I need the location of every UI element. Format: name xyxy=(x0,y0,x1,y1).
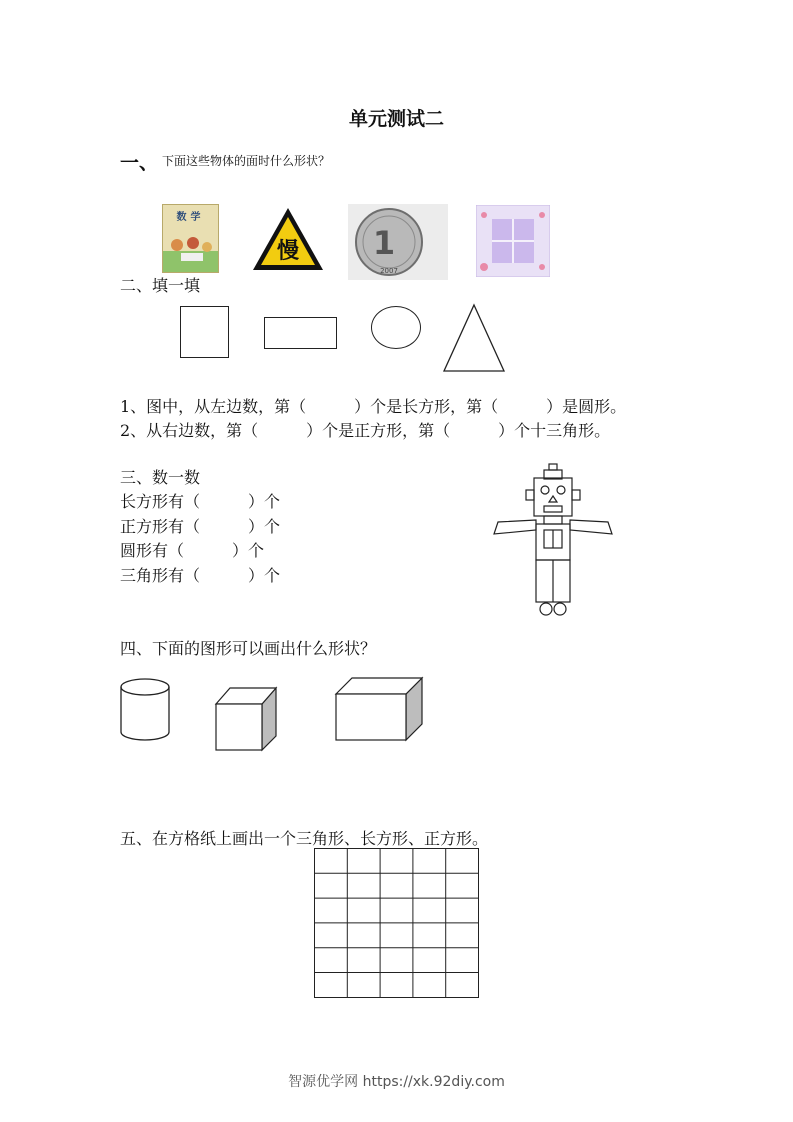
sign-text: 慢 xyxy=(276,239,300,264)
section4-heading: 四、下面的图形可以画出什么形状？ xyxy=(120,639,377,658)
count-circle: 圆形有（ ）个 xyxy=(120,541,265,560)
section1-question: 下面这些物体的面时什么形状？ xyxy=(162,154,331,168)
coin-year: 2007 xyxy=(380,267,398,275)
cuboid-shape xyxy=(334,676,424,744)
section2-line1: 1、图中，从左边数，第（ ）个是长方形，第（ ）是圆形。 xyxy=(120,397,627,416)
textbook-illustration xyxy=(163,223,219,273)
count-rectangle: 长方形有（ ）个 xyxy=(120,492,281,511)
grid-paper xyxy=(314,848,480,1000)
rectangle-shape xyxy=(264,317,337,349)
section3-heading: 三、数一数 xyxy=(120,468,201,487)
page-title: 单元测试二 xyxy=(348,108,444,130)
svg-text:1: 1 xyxy=(372,224,396,262)
textbook-title: 数学 xyxy=(176,212,205,223)
cylinder-shape xyxy=(118,676,174,744)
textbook-image xyxy=(162,204,219,273)
count-square: 正方形有（ ）个 xyxy=(120,517,281,536)
section5-heading: 五、在方格纸上画出一个三角形、长方形、正方形。 xyxy=(120,829,489,848)
footer-watermark: 智源优学网 https://xk.92diy.com xyxy=(288,1074,505,1090)
coin-image xyxy=(348,204,448,280)
slow-sign-image xyxy=(251,206,325,272)
section1-number: 一、 xyxy=(120,152,159,174)
cube-shape xyxy=(214,686,280,754)
handkerchief-image xyxy=(476,205,550,277)
robot-figure xyxy=(492,462,616,622)
section2-line2: 2、从右边数，第（ ）个是正方形，第（ ）个十三角形。 xyxy=(120,421,611,440)
count-triangle: 三角形有（ ）个 xyxy=(120,566,281,585)
square-shape xyxy=(180,306,229,358)
circle-shape xyxy=(371,306,421,349)
triangle-shape xyxy=(442,303,506,373)
section2-heading: 二、填一填 xyxy=(120,276,201,295)
